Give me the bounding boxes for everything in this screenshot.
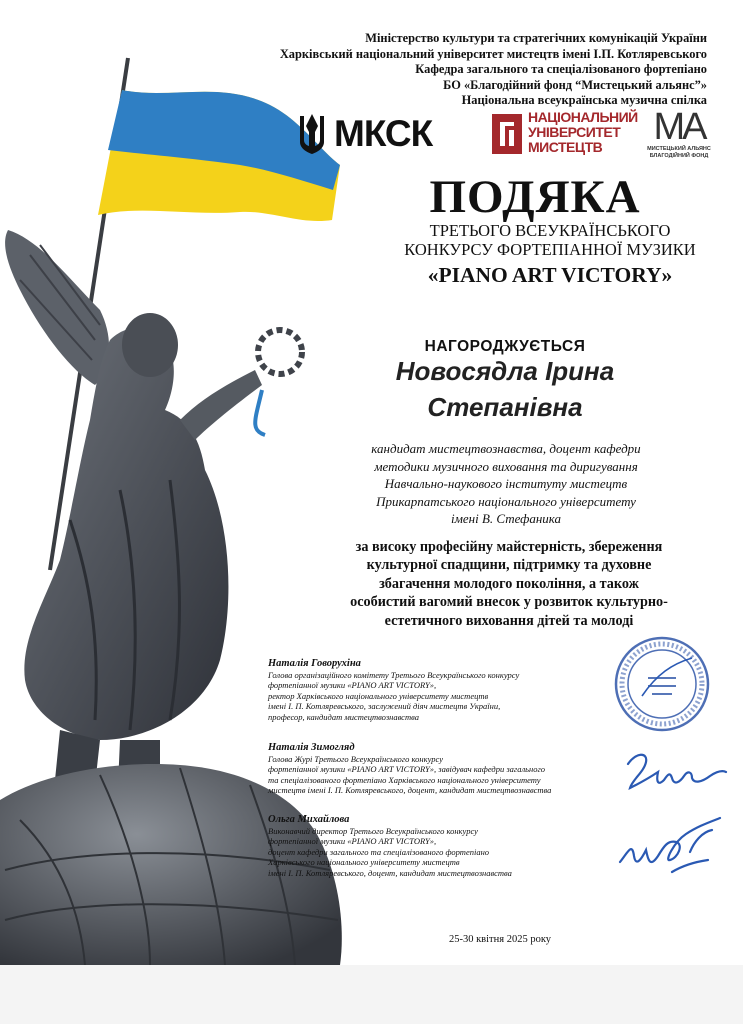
alliance-logo-text: МА	[653, 106, 705, 148]
organization-line: Міністерство культури та стратегічних комунікацій України	[365, 31, 707, 45]
description-line: Прикарпатського національного університету	[376, 493, 636, 509]
university-logo-line: УНІВЕРСИТЕТ	[528, 124, 621, 140]
signatory-role-line: фортепіанної музики «PIANO ART VICTORY»,	[268, 680, 437, 691]
logos-row	[296, 108, 716, 160]
merit-line: особистий вагомий внесок у розвиток культурно-	[350, 594, 668, 611]
signatory-role-line: Харківського національного університету мистецтв	[268, 857, 460, 868]
event-date: 25-30 квітня 2025 року	[448, 934, 552, 945]
signature-zymohliad-icon	[622, 742, 728, 802]
signatory-role-line: фортепіанної музики «PIANO ART VICTORY»,	[268, 836, 437, 847]
signatory-role-line: мистецтв імені І. П. Котляревського, доцент, кандидат мистецтвознавства	[268, 785, 552, 796]
signature-mykhailova-icon	[612, 812, 726, 884]
organization-line: Харківський національний університет мистецтв імені І.П. Котляревського	[279, 46, 707, 61]
university-logo-line: НАЦІОНАЛЬНИЙ	[528, 109, 638, 125]
alliance-logo-caption: БЛАГОДІЙНИЙ ФОНД	[649, 153, 709, 159]
signatory-role-line: та спеціалізованого фортепіано Харківського національного університету	[268, 774, 541, 785]
university-logo-line: МИСТЕЦТВ	[528, 139, 603, 155]
organizations-header	[187, 31, 707, 109]
subtitle-line: ТРЕТЬОГО ВСЕУКРАЇНСЬКОГО	[429, 221, 671, 240]
signatory-block	[268, 657, 608, 722]
merit-line: збагачення молодого покоління, а також	[379, 575, 639, 592]
merit-line: культурної спадщини, підтримку та духовне	[366, 557, 652, 574]
university-logo	[492, 109, 638, 160]
bottom-margin	[0, 965, 743, 1024]
recipient-description	[316, 440, 696, 528]
signatory-role-line: імені І. П. Котляревського, заслужений діяч мистецтв України,	[268, 701, 501, 712]
official-stamp-icon	[612, 634, 712, 734]
merit-line: за високу професійну майстерність, збереження	[355, 539, 663, 555]
certificate-subtitle	[360, 221, 740, 259]
merit-line: естетичного виховання дітей та молоді	[384, 612, 634, 629]
organization-line: Національна всеукраїнська музична спілка	[461, 93, 707, 107]
signatory-role-line: професор, кандидат мистецтвознавства	[268, 711, 419, 722]
ministry-logo-text: МКСК	[334, 113, 433, 154]
signatory-role-line: ректор Харківського національного університету мистецтв	[268, 690, 489, 701]
recipient-name-line: Новосядла Ірина	[395, 356, 615, 386]
description-line: імені В. Стефаника	[450, 511, 562, 527]
trident-icon	[296, 112, 328, 156]
signatory-role-line: Виконавчий директор Третього Всеукраїнського конкурсу	[268, 826, 478, 836]
subtitle-line: КОНКУРСУ ФОРТЕПІАННОЇ МУЗИКИ	[404, 240, 696, 259]
signatory-role-line: фортепіанної музики «PIANO ART VICTORY», завідувач кафедри загального	[268, 764, 546, 775]
signatory-block	[268, 813, 608, 878]
signatory-role-line: Голова організаційного комітету Третього Всеукраїнського конкурсу	[268, 670, 520, 680]
signatory-role-line: Голова Журі Третього Всеукраїнського конкурсу	[268, 754, 443, 764]
description-line: кандидат мистецтвознавства, доцент кафедри	[371, 441, 641, 456]
signatory-role-line: імені І. П. Котляревського, доцент, кандидат мистецтвознавства	[268, 867, 512, 878]
organization-line: Кафедра загального та спеціалізованого фортепіано	[415, 62, 707, 76]
signatory-role-line: доцент кафедри загального та спеціалізованого фортепіано	[268, 846, 490, 857]
alliance-logo-caption: МИСТЕЦЬКИЙ АЛЬЯНС	[647, 146, 711, 152]
university-emblem-icon	[492, 114, 522, 154]
signatory-name: Наталія Говорухіна	[268, 658, 361, 669]
organization-line: БО «Благодійний фонд “Мистецький альянс”»	[443, 77, 707, 92]
recipient-name	[340, 353, 670, 425]
award-reason	[306, 538, 712, 630]
recipient-name-line: Степанівна	[427, 392, 583, 422]
description-line: Навчально-наукового інституту мистецтв	[384, 476, 628, 492]
signatory-block	[268, 741, 608, 796]
alliance-logo	[646, 108, 712, 160]
signatory-name: Наталія Зимогляд	[268, 742, 355, 753]
description-line: методики музичного виховання та диригування	[374, 458, 638, 474]
contest-name: «PIANO ART VICTORY»	[427, 263, 673, 287]
signatory-name: Ольга Михайлова	[268, 814, 350, 825]
awarded-label: НАГОРОДЖУЄТЬСЯ	[424, 338, 586, 355]
certificate-title: ПОДЯКА	[429, 171, 641, 223]
